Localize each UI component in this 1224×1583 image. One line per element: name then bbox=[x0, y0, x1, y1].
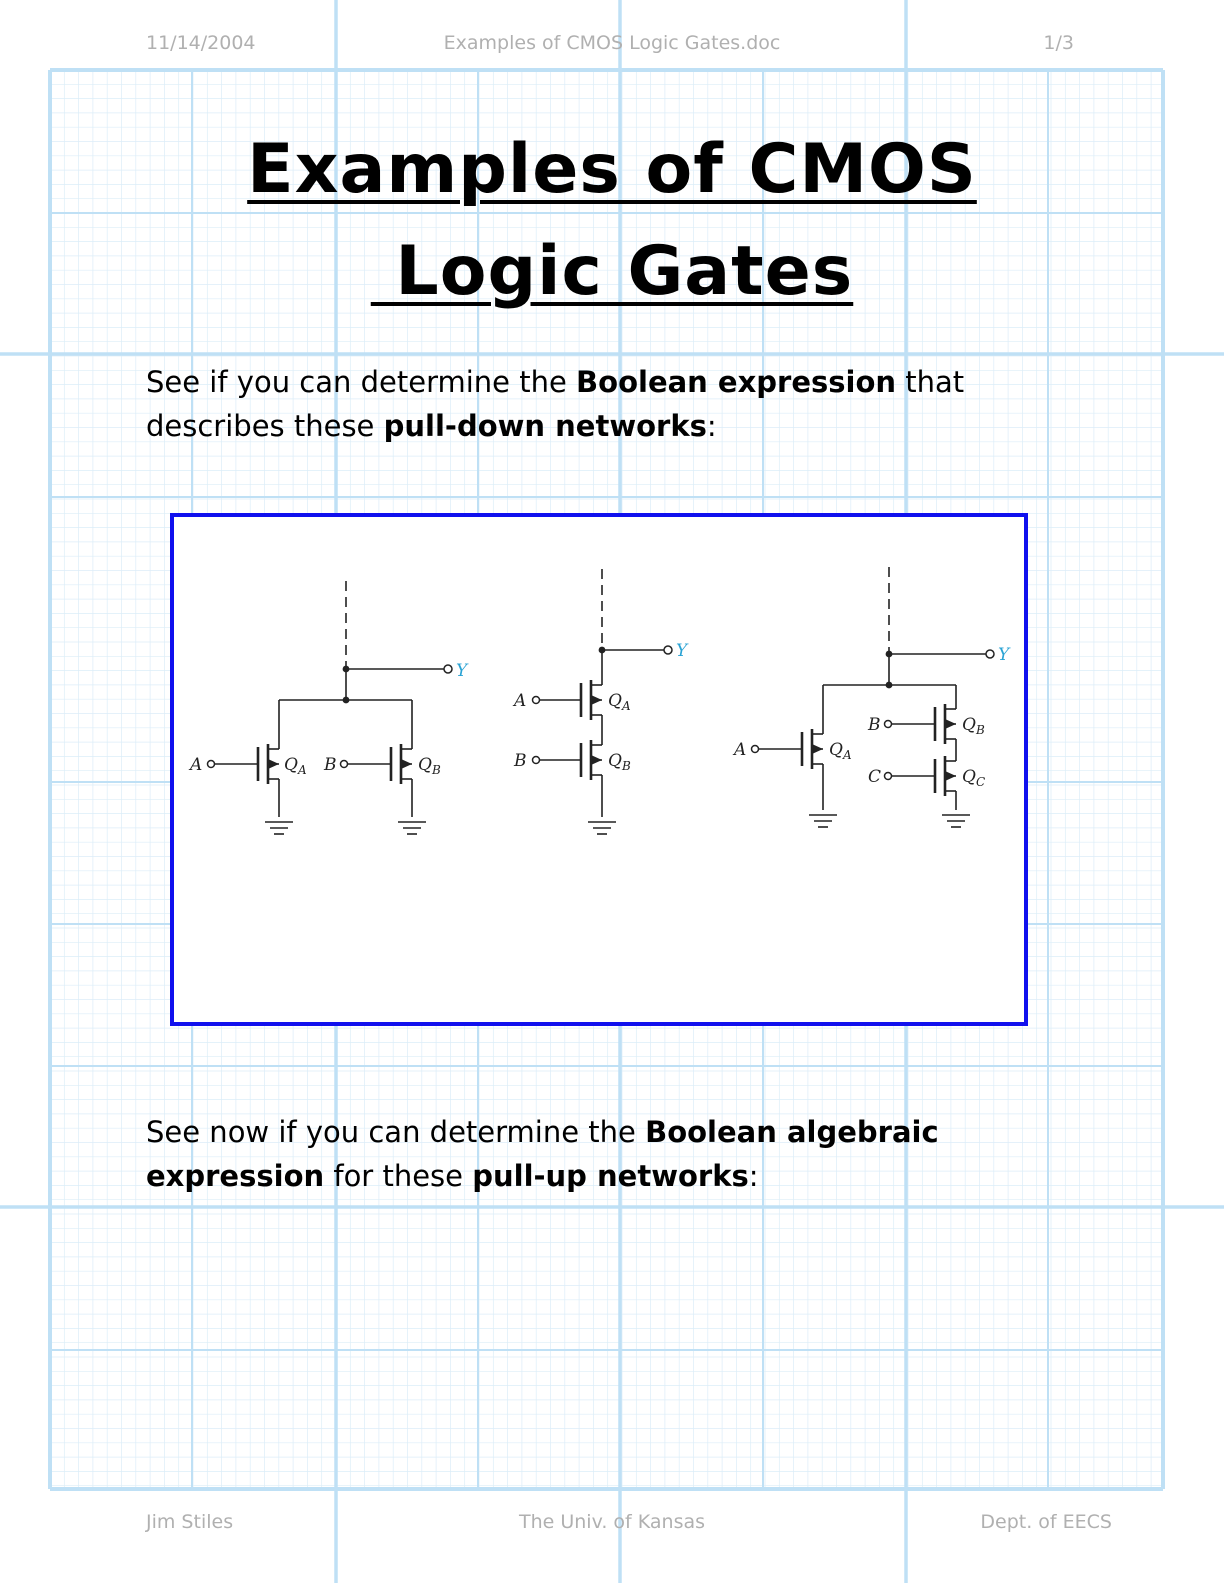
input-b-label: B bbox=[514, 751, 527, 771]
transistor-qb-label: $Q_B$ bbox=[418, 755, 441, 777]
transistor-qb-label: $Q_B$ bbox=[962, 715, 985, 737]
transistor-qa-label: $Q_A$ bbox=[284, 755, 307, 777]
page-title-line-1: Examples of CMOS bbox=[247, 130, 977, 209]
output-y-label: Y bbox=[676, 641, 688, 661]
circuit-diagrams bbox=[174, 517, 1024, 1022]
header-filename: Examples of CMOS Logic Gates.doc bbox=[443, 32, 781, 54]
header-page-number: 1/3 bbox=[1043, 32, 1074, 54]
input-a-label: A bbox=[734, 740, 747, 760]
input-b-label: B bbox=[324, 755, 337, 775]
ground-icon bbox=[809, 815, 837, 827]
pull-down-networks-figure bbox=[170, 513, 1028, 1026]
input-a-label: A bbox=[514, 691, 527, 711]
output-y-label: Y bbox=[456, 661, 468, 681]
header-date: 11/14/2004 bbox=[146, 32, 256, 54]
circuit-series bbox=[512, 569, 689, 834]
transistor-qa-label: $Q_A$ bbox=[829, 740, 852, 762]
footer-author: Jim Stiles bbox=[146, 1511, 234, 1533]
footer-university: The Univ. of Kansas bbox=[518, 1511, 706, 1533]
input-b-label: B bbox=[868, 715, 881, 735]
ground-icon bbox=[942, 815, 970, 827]
pull-down-question: See if you can determine the Boolean expression that describes these pull-down networks: bbox=[146, 365, 965, 443]
page-title-line-2: Logic Gates bbox=[370, 232, 854, 311]
ground-icon bbox=[588, 822, 616, 834]
circuit-combination bbox=[732, 567, 1011, 827]
output-y-label: Y bbox=[998, 645, 1010, 665]
transistor-qa-label: $Q_A$ bbox=[608, 691, 631, 713]
footer-department: Dept. of EECS bbox=[980, 1511, 1112, 1533]
transistor-qc-label: $Q_C$ bbox=[962, 767, 986, 789]
ground-icon bbox=[398, 822, 426, 834]
ground-icon bbox=[265, 822, 293, 834]
input-a-label: A bbox=[190, 755, 203, 775]
pull-up-question: See now if you can determine the Boolean algebraic expression for these pull-up networks: bbox=[146, 1115, 939, 1193]
circuit-parallel bbox=[188, 581, 469, 834]
transistor-qb-label: $Q_B$ bbox=[608, 751, 631, 773]
input-c-label: C bbox=[868, 767, 882, 787]
